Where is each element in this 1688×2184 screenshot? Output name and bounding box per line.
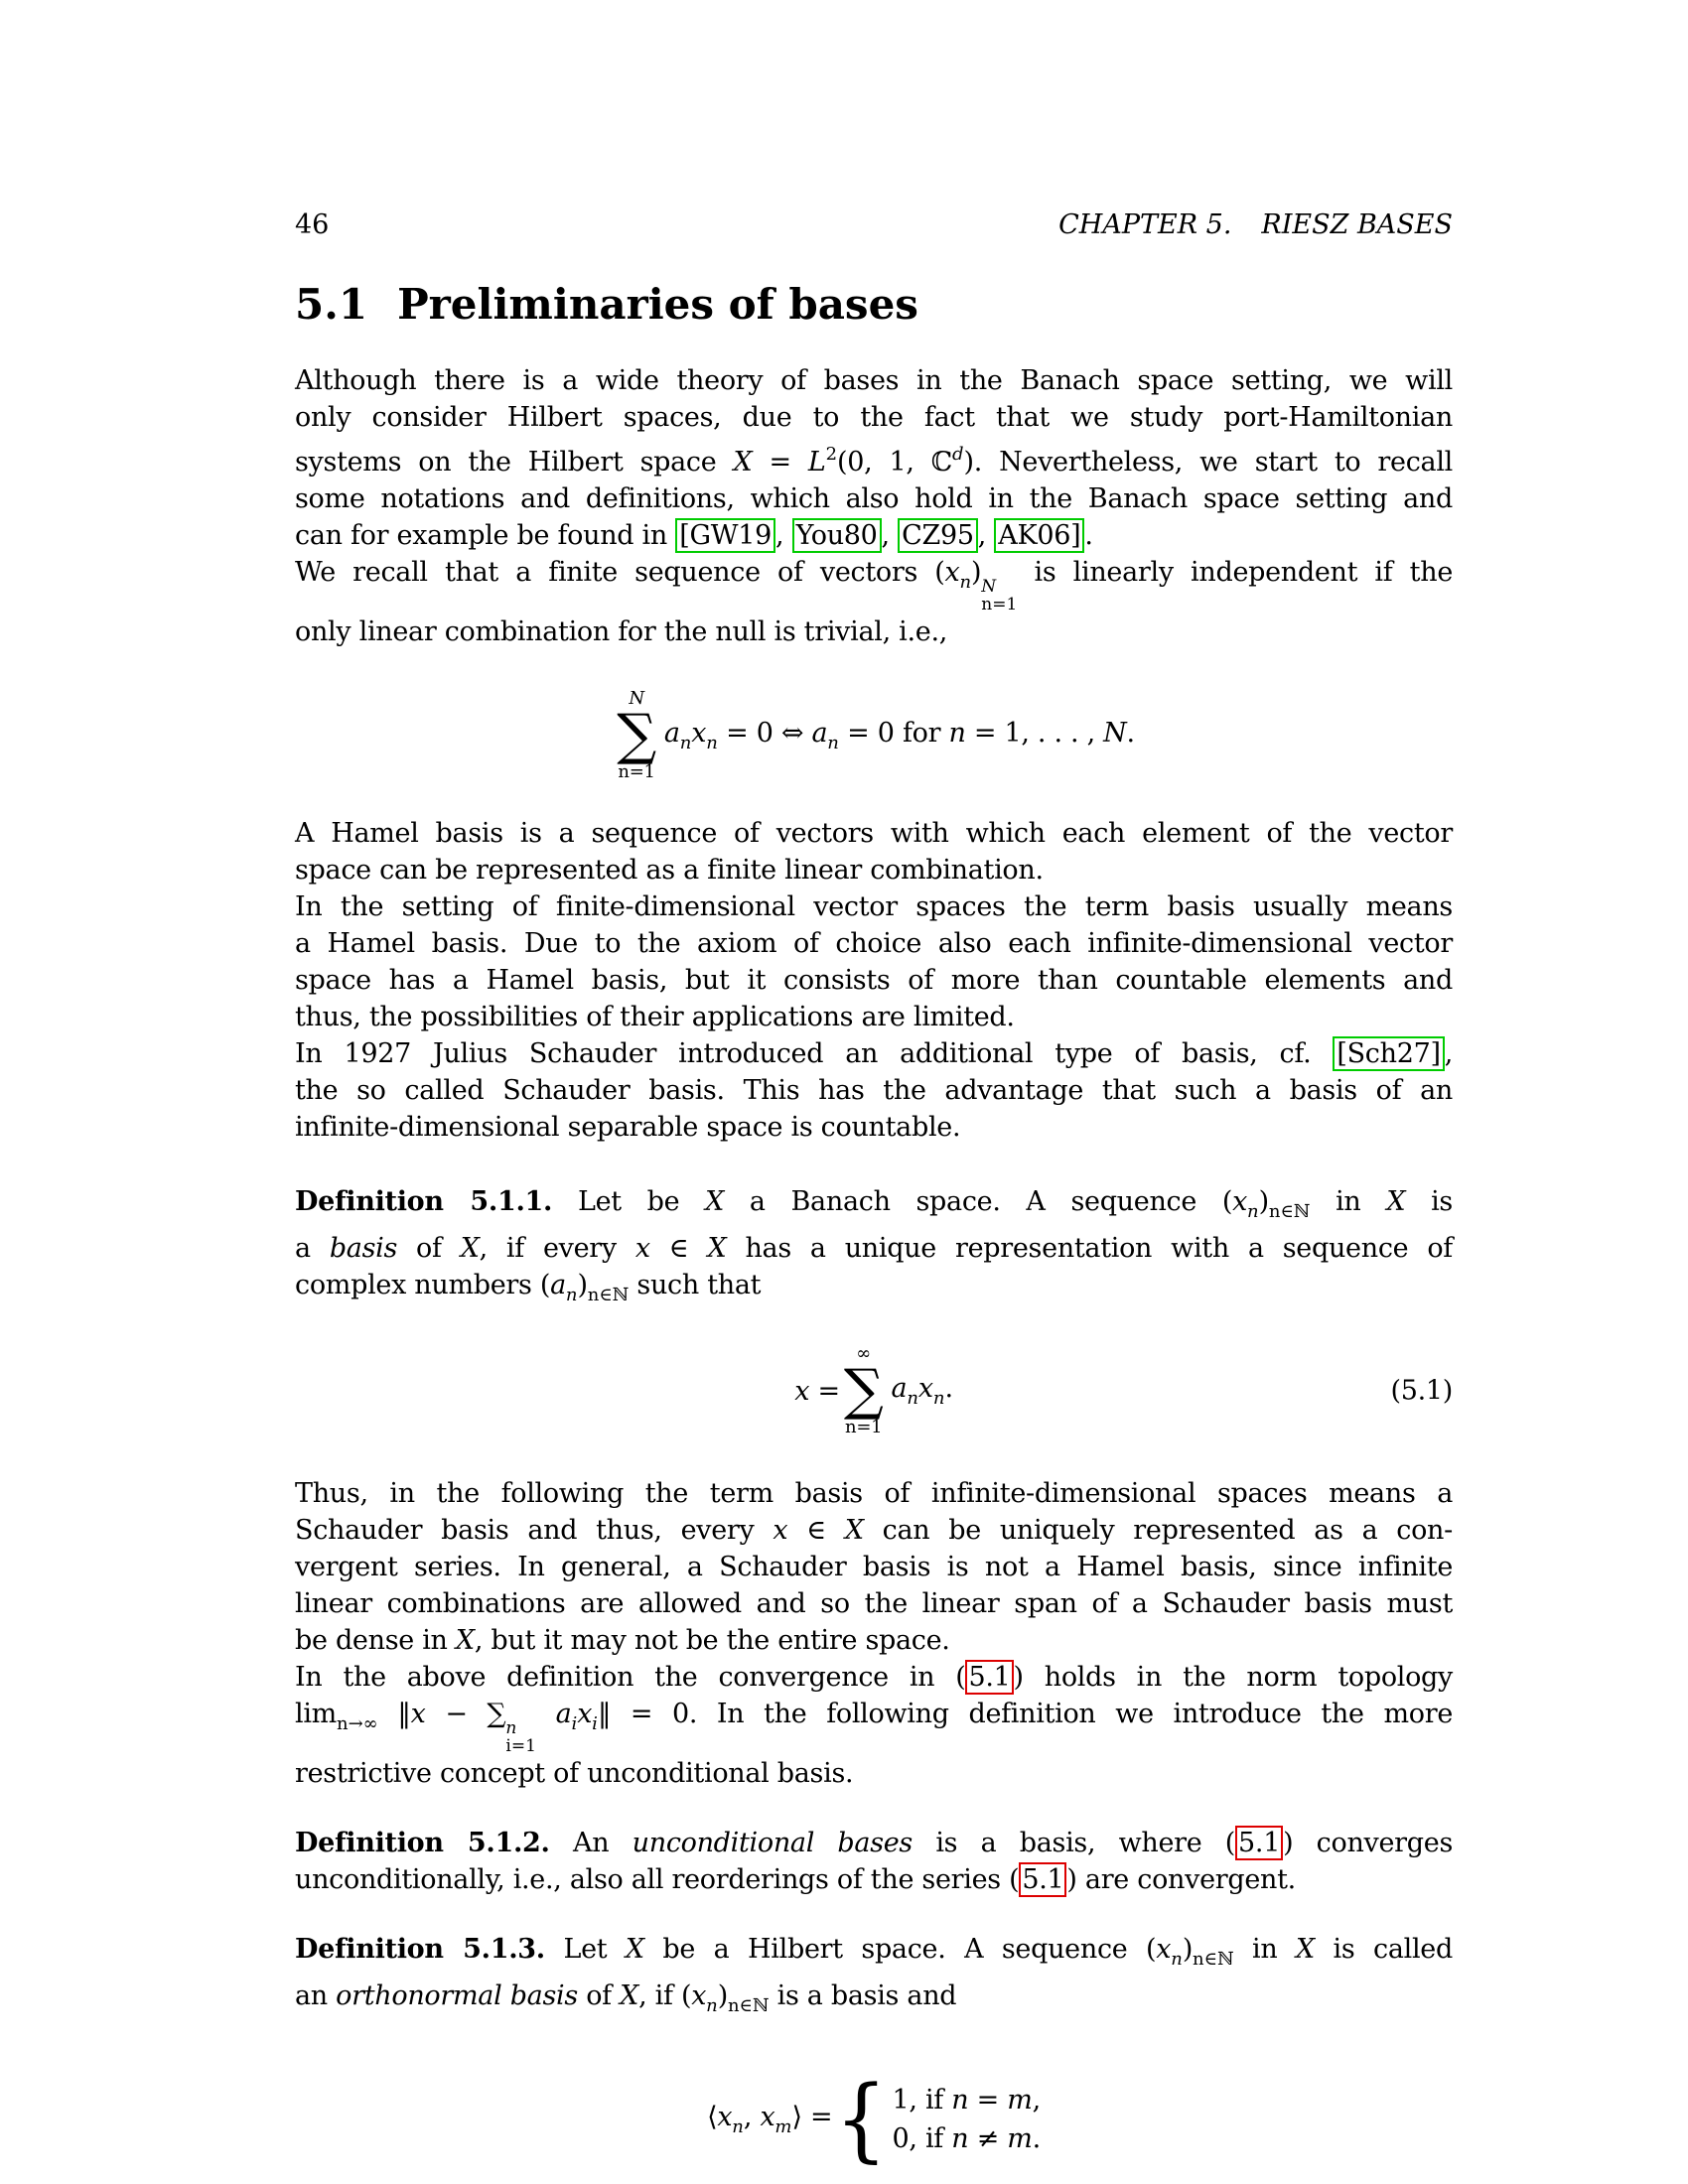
superscript-2: 2 [825, 444, 838, 465]
text-run: , if every [479, 1233, 635, 1264]
section-heading [295, 281, 1453, 329]
subscript-n: n [565, 1285, 578, 1305]
math-n: n [951, 2122, 969, 2154]
text-run: ≠ [968, 2122, 1008, 2154]
subscript-n: n [679, 733, 692, 753]
text-run: of [577, 1980, 621, 2011]
inner-product-lhs [707, 2102, 832, 2137]
text-run: , [774, 520, 792, 551]
display-equation-5-1 [295, 1331, 1453, 1450]
text-run: = 0 for [838, 718, 949, 749]
text-line: In the setting of finite-dimensional vector spaces the term basis usually means [295, 891, 1453, 922]
math-x: x [717, 2101, 733, 2132]
subscript-i1: i=1 [505, 1736, 536, 1756]
text-run: complex numbers ( [295, 1270, 551, 1300]
cases-brace: { [835, 2065, 888, 2172]
equation-body [794, 1331, 952, 1450]
page-number: 46 [295, 209, 330, 240]
text-line [295, 1622, 1453, 1659]
text-run: ) [1182, 1934, 1194, 1965]
math-n: n [948, 718, 966, 749]
math-x: x [773, 1515, 788, 1546]
superscript-n: n [505, 1718, 517, 1738]
text-run: can for example be found in [295, 520, 676, 551]
text-run: of [397, 1233, 461, 1264]
text-line [295, 1230, 1453, 1267]
text-line: A Hamel basis is a sequence of vectors with which each element of the vector [295, 818, 1453, 849]
text-line [295, 1183, 1453, 1230]
text-run: ∈ [787, 1515, 845, 1546]
section-title: Preliminaries of bases [397, 280, 918, 329]
subscript-n-in-N: n∈ℕ [1193, 1949, 1234, 1970]
math-X: X [455, 1625, 475, 1656]
sum-upper-limit: ∞ [856, 1343, 871, 1364]
subscript-n: n [827, 733, 839, 753]
sum-lower-limit: n=1 [845, 1417, 883, 1437]
text-run: , [743, 2101, 761, 2132]
text-run: = 0 ⇔ [717, 718, 812, 749]
text-run: = 1, . . . , [965, 718, 1104, 749]
text-line: Thus, in the following the term basis of infinite-dimensional spaces means a [295, 1478, 1453, 1509]
subscript-n-in-N: n∈ℕ [727, 1995, 770, 2016]
equation-body [707, 2052, 1041, 2184]
text-line [295, 1825, 1453, 1861]
text-line: linear combinations are allowed and so the linear span of a Schauder basis must [295, 1588, 1453, 1619]
text-line: space can be represented as a finite linear combination. [295, 855, 1044, 886]
text-run: Let be [552, 1186, 706, 1217]
math-x: x [794, 1375, 810, 1407]
text-run: . [944, 1373, 953, 1404]
subscript-n-to-inf: n→∞ [336, 1713, 378, 1734]
text-run: ) converges [1283, 1828, 1453, 1858]
text-run: ∈ [649, 1233, 708, 1264]
text-run: = [809, 1375, 840, 1407]
text-run: ) are convergent. [1066, 1864, 1296, 1895]
text-run: systems on the Hilbert space [295, 447, 734, 478]
equation-body [613, 666, 1135, 805]
text-line [295, 1696, 1453, 1755]
math-x: x [1232, 1186, 1248, 1217]
math-x: x [691, 1980, 707, 2011]
cases-rows [893, 2081, 1041, 2158]
subscript-n: n [1171, 1949, 1183, 1970]
text-run: = [801, 2101, 833, 2132]
text-run: An [549, 1828, 633, 1858]
text-run: a [295, 1233, 330, 1264]
equation-lhs [794, 1376, 840, 1407]
math-a: a [535, 1699, 572, 1729]
math-L: L [807, 447, 826, 478]
subscript-n: n [932, 1388, 945, 1409]
inline-sum-symbol: ∑ [487, 1699, 506, 1729]
text-line [295, 517, 1453, 554]
equation-ref-5-1[interactable]: 5.1 [1235, 1826, 1283, 1860]
citation-link-ak06[interactable]: AK06] [994, 518, 1084, 553]
text-run: = [968, 2084, 1008, 2116]
math-a: a [550, 1270, 566, 1300]
summation-symbol [844, 1344, 884, 1437]
math-x: x [760, 2101, 775, 2132]
text-run: in [1310, 1186, 1387, 1217]
text-line [295, 554, 1453, 614]
math-x: x [1156, 1934, 1172, 1965]
running-header [1058, 206, 1453, 243]
text-run: In the above definition the convergence in ( [295, 1662, 966, 1693]
citation-link-gw19[interactable]: [GW19 [675, 518, 775, 553]
superscript-N: N [981, 577, 997, 597]
text-run: In 1927 Julius Schauder introduced an additional type of basis, cf. [295, 1038, 1334, 1069]
text-line: restrictive concept of unconditional basis. [295, 1758, 854, 1789]
subscript-n-in-N: n∈ℕ [1268, 1201, 1311, 1222]
text-run: a Banach space. A sequence ( [724, 1186, 1233, 1217]
text-line: the so called Schauder basis. This has the advantage that such a basis of an [295, 1075, 1453, 1106]
definition-label: Definition 5.1.3. [295, 1934, 545, 1965]
text-run: , [881, 520, 899, 551]
paragraph-2 [295, 815, 1453, 1146]
emphasis-unconditional-bases: unconditional bases [632, 1828, 913, 1858]
citation-link-cz95[interactable]: CZ95 [898, 518, 978, 553]
chapter-label: CHAPTER 5. [1058, 209, 1232, 240]
math-a: a [891, 1373, 908, 1404]
angle-open: ⟨ [707, 2101, 718, 2132]
subscript-n: n [706, 1995, 718, 2016]
text-run: ‖ [377, 1699, 411, 1729]
definition-label: Definition 5.1.2. [295, 1828, 550, 1858]
text-run: ) [971, 557, 982, 588]
text-line [295, 1978, 1453, 2024]
paragraph-3 [295, 1475, 1453, 1792]
superscript-d: d [951, 444, 964, 465]
math-a: a [663, 718, 680, 749]
text-run: − [425, 1699, 488, 1729]
text-line [295, 1931, 1453, 1978]
blackboard-C: ℂ [930, 447, 952, 478]
definition-5-1-2 [295, 1825, 1453, 1898]
text-line: infinite-dimensional separable space is countable. [295, 1112, 961, 1143]
text-run: ) [577, 1270, 588, 1300]
text-run: is [1405, 1186, 1453, 1217]
definition-5-1-3 [295, 1931, 1453, 2024]
math-X: X [1386, 1186, 1406, 1217]
text-run: is a basis and [769, 1980, 957, 2011]
case-row-1 [893, 2081, 1041, 2119]
math-x: x [917, 1373, 933, 1404]
equation-terms [664, 718, 1135, 753]
subscript-i: i [592, 1713, 598, 1734]
text-run: unconditionally, i.e., also all reorderings of the series ( [295, 1864, 1020, 1895]
text-run: , [1444, 1038, 1453, 1069]
text-line: vergent series. In general, a Schauder basis is not a Hamel basis, since infinite [295, 1552, 1453, 1582]
angle-close: ⟩ [791, 2101, 802, 2132]
math-X: X [1296, 1934, 1315, 1965]
text-run: is linearly independent if the [1017, 557, 1454, 588]
text-line: Although there is a wide theory of bases in the Banach space setting, we will [295, 365, 1453, 396]
math-x: x [634, 1233, 650, 1264]
text-line: only consider Hilbert spaces, due to the fact that we study port-Hamiltonian [295, 402, 1453, 433]
text-line [295, 1512, 1453, 1549]
math-x: x [944, 557, 960, 588]
text-line [295, 1861, 1453, 1898]
subscript-n: n [732, 2116, 744, 2137]
text-run: can be uniquely represented as a con- [863, 1515, 1453, 1546]
math-m: m [1007, 2084, 1033, 2116]
math-x: x [410, 1699, 426, 1729]
math-N: N [1103, 718, 1127, 749]
text-run: ) [1258, 1186, 1269, 1217]
sigma-glyph: ∑ [617, 703, 656, 767]
emphasis-orthonormal-basis: orthonormal basis [336, 1980, 578, 2011]
chapter-title: RIESZ BASES [1261, 209, 1453, 240]
sup-sub-stack [505, 1719, 536, 1755]
text-line [295, 436, 1453, 480]
text-run: , if ( [638, 1980, 692, 2011]
math-x: x [577, 1699, 593, 1729]
text-run: . [1126, 718, 1135, 749]
text-line: thus, the possibilities of their applications are limited. [295, 1002, 1015, 1032]
display-equation-cases [295, 2052, 1453, 2184]
math-X: X [733, 447, 753, 478]
text-line: a Hamel basis. Due to the axiom of choice also each infinite-dimensional vector [295, 928, 1453, 959]
summation-symbol [617, 689, 656, 782]
math-x: x [691, 718, 707, 749]
text-run: ). Nevertheless, we start to recall [963, 447, 1453, 478]
subscript-i: i [571, 1713, 578, 1734]
definition-label: Definition 5.1.1. [295, 1186, 553, 1217]
math-a: a [811, 718, 828, 749]
math-X: X [705, 1186, 725, 1217]
text-run: such that [629, 1270, 762, 1300]
section-number: 5.1 [295, 280, 368, 329]
citation-link-you80[interactable]: You80 [792, 518, 882, 553]
text-run: Schauder basis and thus, every [295, 1515, 774, 1546]
text-line: space has a Hamel basis, but it consists of more than countable elements and [295, 965, 1453, 996]
text-run: is a basis, where ( [913, 1828, 1236, 1858]
text-run: . [1032, 2122, 1041, 2154]
text-line [295, 1035, 1453, 1072]
definition-5-1-1 [295, 1183, 1453, 1313]
equation-terms [892, 1373, 953, 1409]
equation-number: (5.1) [1390, 1375, 1453, 1407]
text-run: . [1084, 520, 1093, 551]
text-line [295, 1267, 1453, 1313]
text-run: 0, if [892, 2122, 952, 2154]
subscript-n-in-N: n∈ℕ [587, 1285, 630, 1305]
text-run: = [752, 447, 808, 478]
math-X: X [460, 1233, 480, 1264]
text-run: (0, 1, [837, 447, 931, 478]
display-equation-1 [295, 666, 1453, 805]
text-run: Let [544, 1934, 626, 1965]
text-run: We recall that a finite sequence of vectors ( [295, 557, 945, 588]
subscript-n1: n=1 [981, 595, 1018, 614]
math-X: X [625, 1934, 644, 1965]
math-X: X [844, 1515, 864, 1546]
text-run: ) holds in the norm topology [1013, 1662, 1453, 1693]
sum-lower-limit: n=1 [618, 761, 655, 782]
text-run: 1, if [892, 2084, 952, 2116]
math-m: m [1007, 2122, 1033, 2154]
subscript-n: n [907, 1388, 918, 1409]
text-run: , [977, 520, 995, 551]
text-run: has a unique representation with a sequence of [726, 1233, 1453, 1264]
text-run: ‖ = 0. In the following definition we introduce the more [597, 1699, 1454, 1729]
text-run: be a Hilbert space. A sequence ( [643, 1934, 1157, 1965]
text-run: an [295, 1980, 337, 2011]
emphasis-basis: basis [329, 1233, 398, 1264]
sum-upper-limit: N [629, 688, 644, 709]
text-run: , but it may not be the entire space. [474, 1625, 950, 1656]
equation-ref-5-1[interactable]: 5.1 [1019, 1862, 1066, 1897]
subscript-n: n [706, 733, 718, 753]
text-line: some notations and definitions, which also hold in the Banach space setting and [295, 483, 1453, 514]
subscript-m: m [774, 2116, 792, 2137]
equation-ref-5-1[interactable]: 5.1 [965, 1660, 1013, 1695]
text-run: ) [717, 1980, 728, 2011]
sup-sub-stack [981, 578, 1017, 614]
subscript-n: n [959, 572, 972, 593]
paragraph-1 [295, 362, 1453, 650]
math-n: n [951, 2084, 969, 2116]
text-run: , [1032, 2084, 1041, 2116]
text-run: be dense in [295, 1625, 456, 1656]
sigma-glyph: ∑ [843, 1358, 884, 1423]
page-header [295, 206, 1453, 243]
citation-link-sch27[interactable]: [Sch27] [1333, 1036, 1444, 1071]
text-run: is called [1314, 1934, 1453, 1965]
subscript-n: n [1247, 1201, 1259, 1222]
lim-operator: lim [295, 1699, 337, 1729]
text-column [295, 0, 1453, 2184]
text-run: in [1233, 1934, 1297, 1965]
case-row-2 [893, 2119, 1041, 2158]
text-line [295, 1659, 1453, 1696]
math-X: X [707, 1233, 727, 1264]
text-line: only linear combination for the null is trivial, i.e., [295, 616, 948, 647]
math-X: X [620, 1980, 639, 2011]
